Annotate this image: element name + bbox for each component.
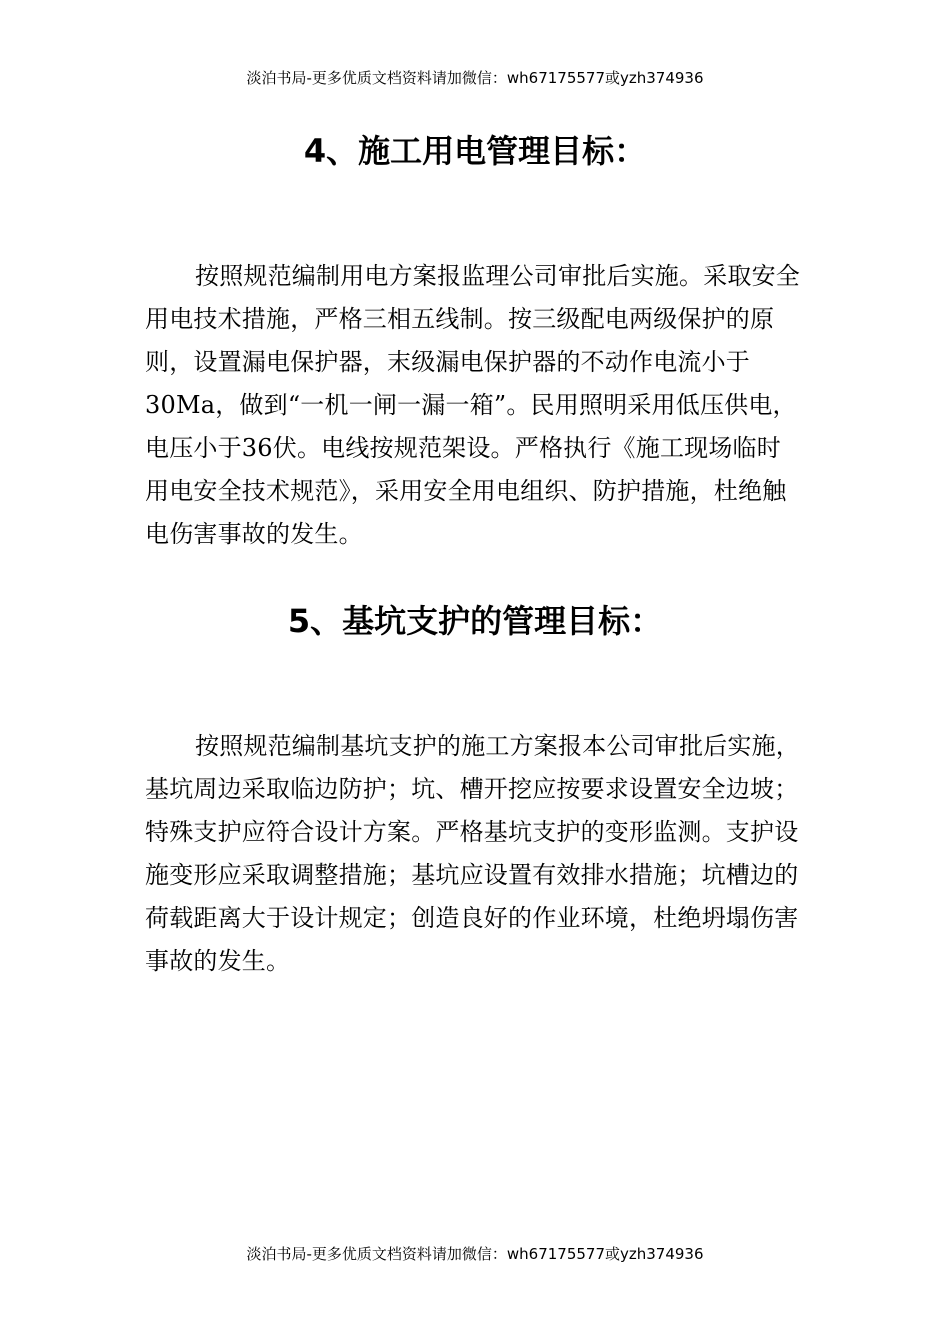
- header-watermark-note: 淡泊书局-更多优质文档资料请加微信：wh67175577或yzh374936: [246, 69, 704, 87]
- section-heading-foundation-pit: 5、基坑支护的管理目标：: [287, 602, 663, 640]
- section-heading-electricity: 4、施工用电管理目标：: [303, 132, 647, 170]
- section-body-foundation-pit: 按照规范编制基坑支护的施工方案报本公司审批后实施，基坑周边采取临边防护；坑、槽开挖应按要求设置安全边坡；特殊支护应符合设计方案。严格基坑支护的变形监测。支护设施变形应采取调整措施；基坑应设置有效排水措施；坑槽边的荷载距离大于设计规定；创造良好的作业环境，杜绝坍塌伤害事故的发生。: [145, 732, 800, 975]
- section-body-electricity: 按照规范编制用电方案报监理公司审批后实施。采取安全用电技术措施，严格三相五线制。按三级配电两级保护的原则，设置漏电保护器，末级漏电保护器的不动作电流小于30Ma，做到“一机一闸一漏一箱”。民用照明采用低压供电，电压小于36伏。电线按规范架设。严格执行《施工现场临时用电安全技术规范》，采用安全用电组织、防护措施，杜绝触电伤害事故的发生。: [145, 262, 800, 548]
- footer-watermark-note: 淡泊书局-更多优质文档资料请加微信：wh67175577或yzh374936: [246, 1245, 704, 1263]
